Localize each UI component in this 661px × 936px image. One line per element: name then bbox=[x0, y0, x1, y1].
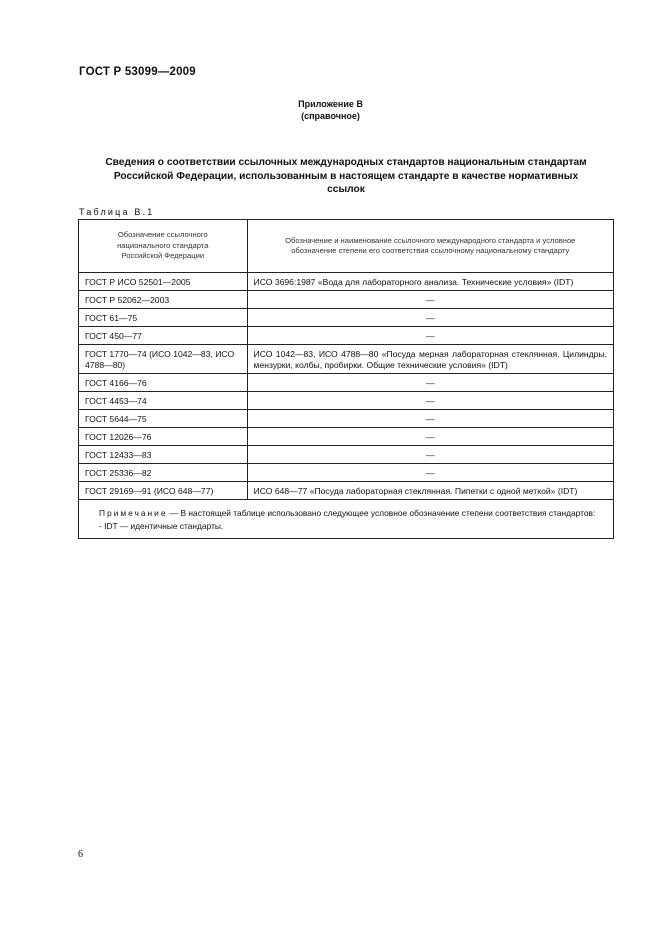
column-header-national: Обозначение ссылочного национального стандарта Российской Федерации bbox=[79, 220, 248, 273]
appendix-heading bbox=[0, 98, 661, 122]
national-standard-cell: ГОСТ 29169—91 (ИСО 648—77) bbox=[79, 482, 248, 500]
table-note bbox=[79, 500, 614, 539]
title-line-3: ссылок bbox=[327, 184, 365, 195]
column-header-international: Обозначение и наименование ссылочного международного стандарта и условное обозначение степени его соответствия ссылочному национальному стандарту bbox=[247, 220, 613, 273]
national-standard-cell: ГОСТ Р 52062—2003 bbox=[79, 291, 248, 309]
national-standard-cell: ГОСТ 4453—74 bbox=[79, 392, 248, 410]
note-list-item: - IDT — идентичные стандарты. bbox=[99, 521, 224, 531]
national-standard-cell: ГОСТ 4166—76 bbox=[79, 374, 248, 392]
table-row bbox=[79, 428, 614, 446]
international-standard-cell: ИСО 1042—83, ИСО 4788—80 «Посуда мерная лабораторная стеклянная. Цилиндры, мензурки, колбы, пробирки. Общие технические условия» (IDT) bbox=[247, 345, 613, 374]
section-title bbox=[82, 156, 610, 197]
international-standard-cell: — bbox=[247, 392, 613, 410]
table-row bbox=[79, 482, 614, 500]
national-standard-cell: ГОСТ 61—75 bbox=[79, 309, 248, 327]
note-text bbox=[99, 507, 607, 520]
page-number: 6 bbox=[78, 849, 83, 860]
international-standard-cell: ИСО 648—77 «Посуда лабораторная стеклянная. Пипетки с одной меткой» (IDT) bbox=[247, 482, 613, 500]
national-standard-cell: ГОСТ 25336—82 bbox=[79, 464, 248, 482]
table-row bbox=[79, 374, 614, 392]
table-row bbox=[79, 410, 614, 428]
table-caption: Таблица В.1 bbox=[79, 207, 155, 217]
table-row bbox=[79, 464, 614, 482]
table-row bbox=[79, 392, 614, 410]
international-standard-cell: — bbox=[247, 464, 613, 482]
national-standard-cell: ГОСТ Р ИСО 52501—2005 bbox=[79, 273, 248, 291]
table-row bbox=[79, 345, 614, 374]
international-standard-cell: — bbox=[247, 410, 613, 428]
appendix-type: (справочное) bbox=[301, 111, 360, 121]
table-row bbox=[79, 291, 614, 309]
table-row bbox=[79, 273, 614, 291]
international-standard-cell: — bbox=[247, 327, 613, 345]
international-standard-cell: ИСО 3696:1987 «Вода для лабораторного анализа. Технические условия» (IDT) bbox=[247, 273, 613, 291]
table-row bbox=[79, 327, 614, 345]
table-row bbox=[79, 309, 614, 327]
table-header-row bbox=[79, 220, 614, 273]
national-standard-cell: ГОСТ 12433—83 bbox=[79, 446, 248, 464]
international-standard-cell: — bbox=[247, 428, 613, 446]
international-standard-cell: — bbox=[247, 291, 613, 309]
appendix-label: Приложение В bbox=[298, 99, 363, 109]
national-standard-cell: ГОСТ 12026—76 bbox=[79, 428, 248, 446]
national-standard-cell: ГОСТ 450—77 bbox=[79, 327, 248, 345]
standards-table bbox=[78, 219, 614, 539]
national-standard-cell: ГОСТ 5644—75 bbox=[79, 410, 248, 428]
international-standard-cell: — bbox=[247, 374, 613, 392]
table-note-row bbox=[79, 500, 614, 539]
table-row bbox=[79, 446, 614, 464]
title-line-2: Российской Федерации, использованным в настоящем стандарте в качестве нормативных bbox=[113, 170, 579, 182]
note-label: Примечание bbox=[99, 508, 168, 518]
title-line-1: Сведения о соответствии ссылочных международных стандартов национальным стандартам bbox=[105, 157, 587, 168]
international-standard-cell: — bbox=[247, 309, 613, 327]
note-body: — В настоящей таблице использовано следующее условное обозначение степени соответствия стандартов: bbox=[167, 508, 596, 518]
document-code: ГОСТ Р 53099—2009 bbox=[79, 66, 196, 78]
international-standard-cell: — bbox=[247, 446, 613, 464]
national-standard-cell: ГОСТ 1770—74 (ИСО 1042—83, ИСО 4788—80) bbox=[79, 345, 248, 374]
